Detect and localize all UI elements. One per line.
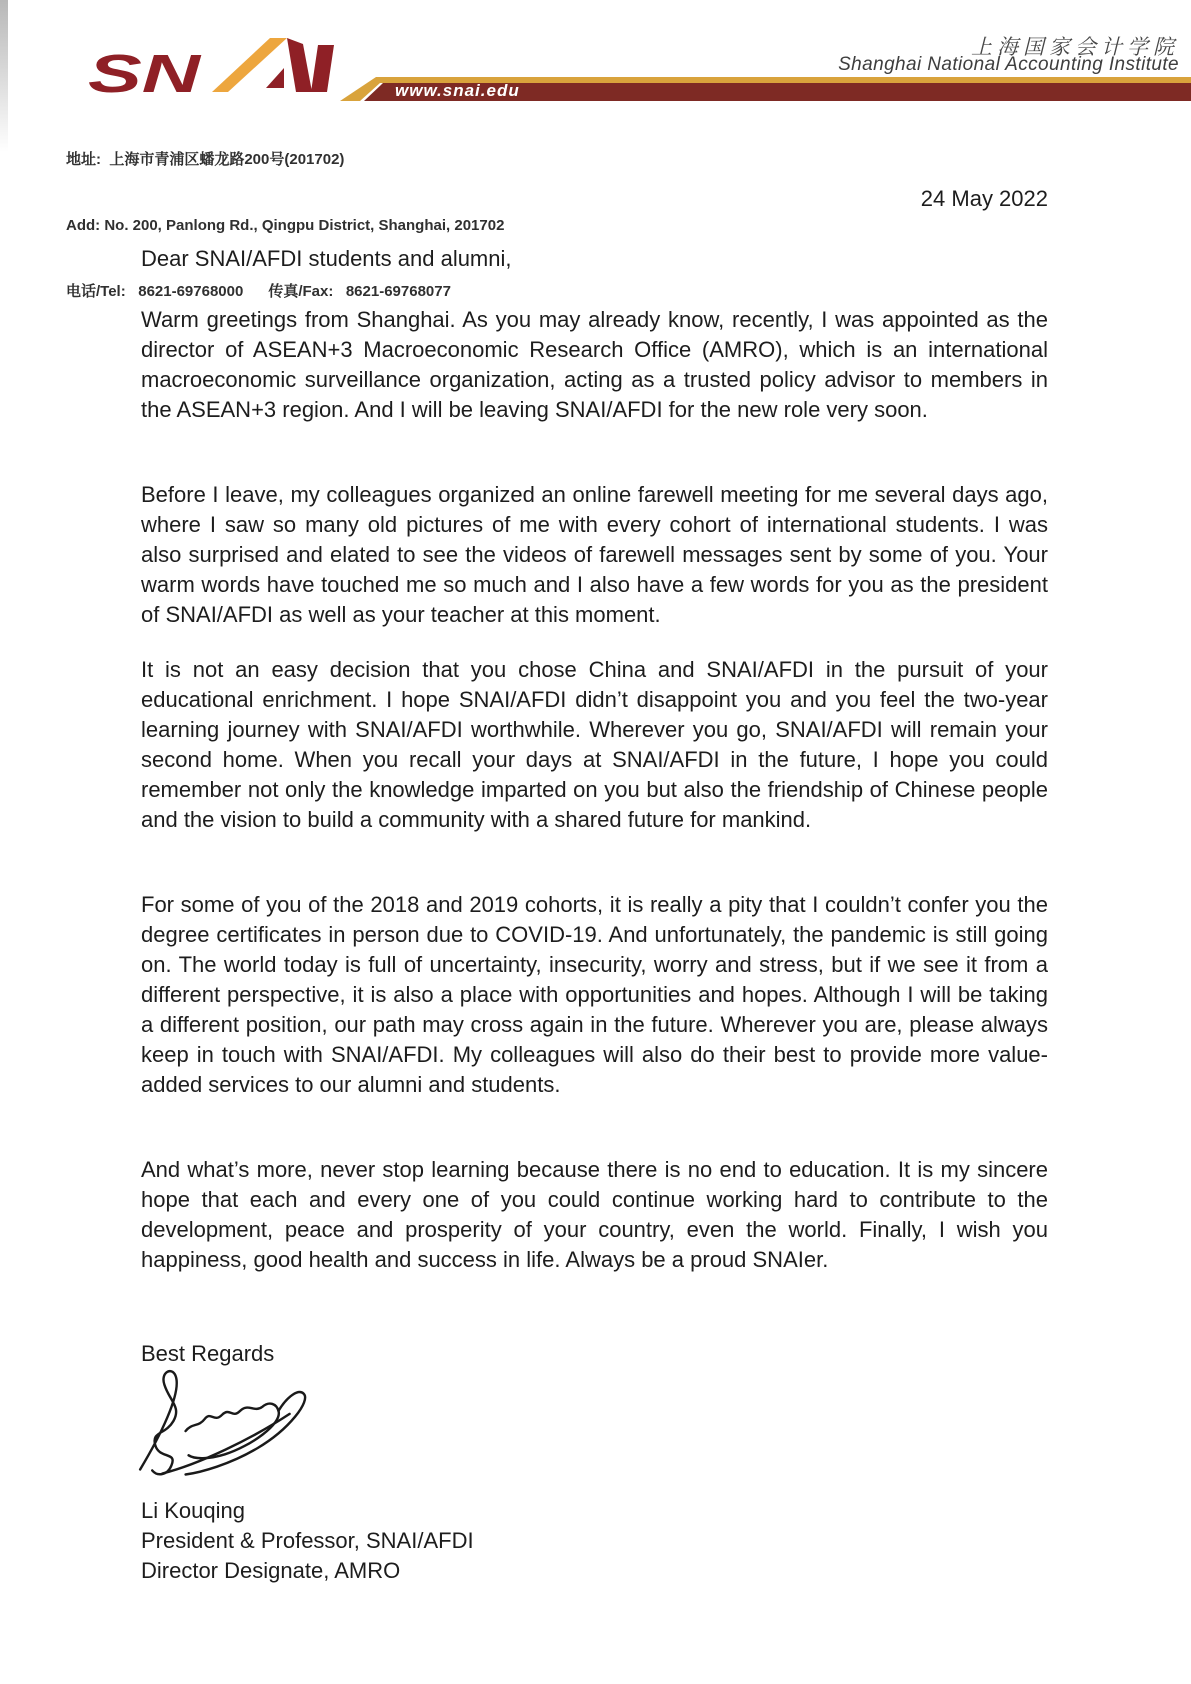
address-line-chinese: 地址: 上海市青浦区蟠龙路200号(201702) [66,151,345,168]
paragraph-5: And what’s more, never stop learning because there is no end to education. It is my sincere hope that each and every one of you could continue working hard to contribute to the development, peace and prosperity of your country, even the world. Finally, I wish you happiness, good health and success in life. Always be a proud SNAIer. [141,1157,1048,1272]
logo-a-right-stroke [287,38,312,92]
signer-title-2: Director Designate, AMRO [141,1558,401,1583]
signer-title-1: President & Professor, SNAI/AFDI [141,1528,474,1553]
logo-a-crossbar [266,68,284,88]
signer-name: Li Kouqing [141,1498,245,1523]
logo-i-bar [311,45,334,92]
address-line-english: Add: No. 200, Panlong Rd., Qingpu District, Shanghai, 201702 [66,217,505,234]
scan-edge-artifact [0,0,8,152]
snai-logo [88,36,338,93]
handwritten-signature [128,1366,330,1480]
phone-fax-line: 电话/Tel: 8621-69768000 传真/Fax: 8621-69768077 [66,283,451,300]
logo-sn-letters: SN [88,44,202,93]
letter-date: 24 May 2022 [920,186,1048,211]
institute-name-chinese: 上海国家会计学院 [971,36,1179,59]
closing-phrase: Best Regards [141,1341,275,1366]
paragraph-2: Before I leave, my colleagues organized an online farewell meeting for me several days ago, where I saw so many old pictures of me with every cohort of international students. I was also surprised and elated to see the videos of farewell messages sent by some of you. Your warm words have touched me so much and I also have a few words for you as the president of SNAI/AFDI as well as your teacher at this moment. [141,482,1048,627]
institute-name-english: Shanghai National Accounting Institute [838,54,1179,75]
letterhead-banner [335,77,1191,101]
paragraph-4: For some of you of the 2018 and 2019 cohorts, it is really a pity that I couldn’t confer you the degree certificates in person due to COVID-19. And unfortunately, the pandemic is still going on. The world today is full of uncertainty, insecurity, worry and stress, but if we see it from a different perspective, it is also a place with opportunities and hopes. Although I will be taking a different position, our path may cross again in the future. Wherever you are, please always keep in touch with SNAI/AFDI. My colleagues will also do their best to provide more value-added services to our alumni and students. [141,892,1048,1097]
paragraph-3: It is not an easy decision that you chose China and SNAI/AFDI in the pursuit of your educational enrichment. I hope SNAI/AFDI didn’t disappoint you and you feel the two-year learning journey with SNAI/AFDI worthwhile. Wherever you go, SNAI/AFDI will remain your second home. When you recall your days at SNAI/AFDI in the future, I hope you could remember not only the knowledge imparted on you but also the friendship of Chinese people and the vision to build a community with a shared future for mankind. [141,657,1048,832]
signoff-block [141,1496,474,1586]
paragraph-1: Warm greetings from Shanghai. As you may already know, recently, I was appointed as the director of ASEAN+3 Macroeconomic Research Office (AMRO), which is an international macroeconomic surveillance organization, acting as a trusted policy advisor to members in the ASEAN+3 region. And I will be leaving SNAI/AFDI for the new role very soon. [141,307,1048,422]
banner-url: www.snai.edu [395,81,520,100]
salutation: Dear SNAI/AFDI students and alumni, [141,246,512,271]
